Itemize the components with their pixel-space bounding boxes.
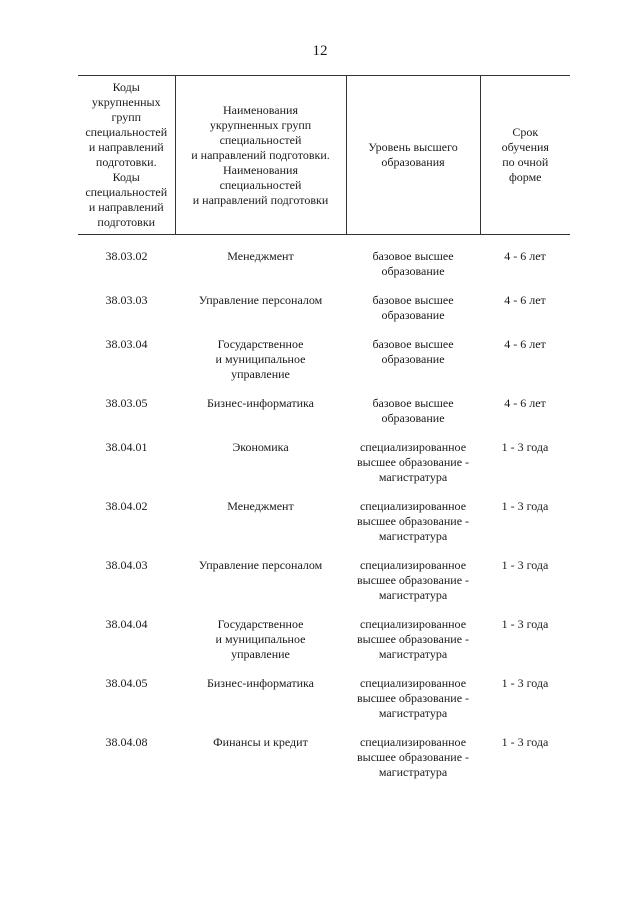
- study-duration: 1 - 3 года: [501, 558, 549, 572]
- header-row: [78, 76, 570, 235]
- table-row: [78, 558, 570, 617]
- education-level: базовое высшее образование: [372, 337, 454, 366]
- specialty-name: Экономика: [232, 440, 289, 454]
- education-level: специализированное высшее образование - магистратура: [356, 735, 470, 779]
- study-duration: 4 - 6 лет: [504, 249, 546, 263]
- specialty-code: 38.04.08: [105, 735, 148, 749]
- table-row: [78, 293, 570, 337]
- education-level: базовое высшее образование: [372, 293, 454, 322]
- study-duration: 1 - 3 года: [501, 440, 549, 454]
- page-number: 12: [312, 43, 328, 59]
- specialty-code: 38.04.05: [105, 676, 148, 690]
- table-row: [78, 735, 570, 794]
- education-level: специализированное высшее образование - магистратура: [356, 499, 470, 543]
- education-level: базовое высшее образование: [372, 396, 454, 425]
- table-row: [78, 676, 570, 735]
- header-study-duration: Срок обучения по очной форме: [480, 76, 570, 235]
- specialty-name: Государственное и муниципальное управление: [215, 337, 306, 381]
- specialty-name: Менеджмент: [227, 249, 294, 263]
- specialty-name: Управление персоналом: [198, 293, 323, 307]
- header-names: Наименования укрупненных групп специальностей и направлений подготовки. Наименования специальностей и направлений подготовки: [175, 76, 346, 235]
- specialties-table: [78, 75, 570, 794]
- education-level: специализированное высшее образование - магистратура: [356, 558, 470, 602]
- specialty-code: 38.03.05: [105, 396, 148, 410]
- specialty-name: Управление персоналом: [198, 558, 323, 572]
- specialty-code: 38.03.03: [105, 293, 148, 307]
- education-level: специализированное высшее образование - магистратура: [356, 440, 470, 484]
- specialty-name: Бизнес-информатика: [206, 396, 315, 410]
- specialty-code: 38.04.03: [105, 558, 148, 572]
- specialty-name: Менеджмент: [227, 499, 294, 513]
- education-level: специализированное высшее образование - магистратура: [356, 617, 470, 661]
- specialty-name: Государственное и муниципальное управление: [215, 617, 306, 661]
- table-row: [78, 440, 570, 499]
- specialty-code: 38.03.04: [105, 337, 148, 351]
- education-level: специализированное высшее образование - магистратура: [356, 676, 470, 720]
- study-duration: 4 - 6 лет: [504, 337, 546, 351]
- table-row: [78, 499, 570, 558]
- table-body: [78, 235, 570, 795]
- specialty-name: Финансы и кредит: [213, 735, 308, 749]
- study-duration: 1 - 3 года: [501, 499, 549, 513]
- specialty-code: 38.04.04: [105, 617, 148, 631]
- header-codes: Коды укрупненных групп специальностей и направлений подготовки. Коды специальностей и направлений подготовки: [78, 76, 175, 235]
- table-row: [78, 617, 570, 676]
- study-duration: 1 - 3 года: [501, 676, 549, 690]
- study-duration: 1 - 3 года: [501, 617, 549, 631]
- table-row: [78, 337, 570, 396]
- header-education-level: Уровень высшего образования: [346, 76, 480, 235]
- table-header: [78, 76, 570, 235]
- study-duration: 1 - 3 года: [501, 735, 549, 749]
- table-row: [78, 396, 570, 440]
- study-duration: 4 - 6 лет: [504, 293, 546, 307]
- specialty-name: Бизнес-информатика: [206, 676, 315, 690]
- study-duration: 4 - 6 лет: [504, 396, 546, 410]
- table-row: [78, 235, 570, 294]
- specialty-code: 38.04.01: [105, 440, 148, 454]
- specialty-code: 38.04.02: [105, 499, 148, 513]
- specialty-code: 38.03.02: [105, 249, 148, 263]
- education-level: базовое высшее образование: [372, 249, 454, 278]
